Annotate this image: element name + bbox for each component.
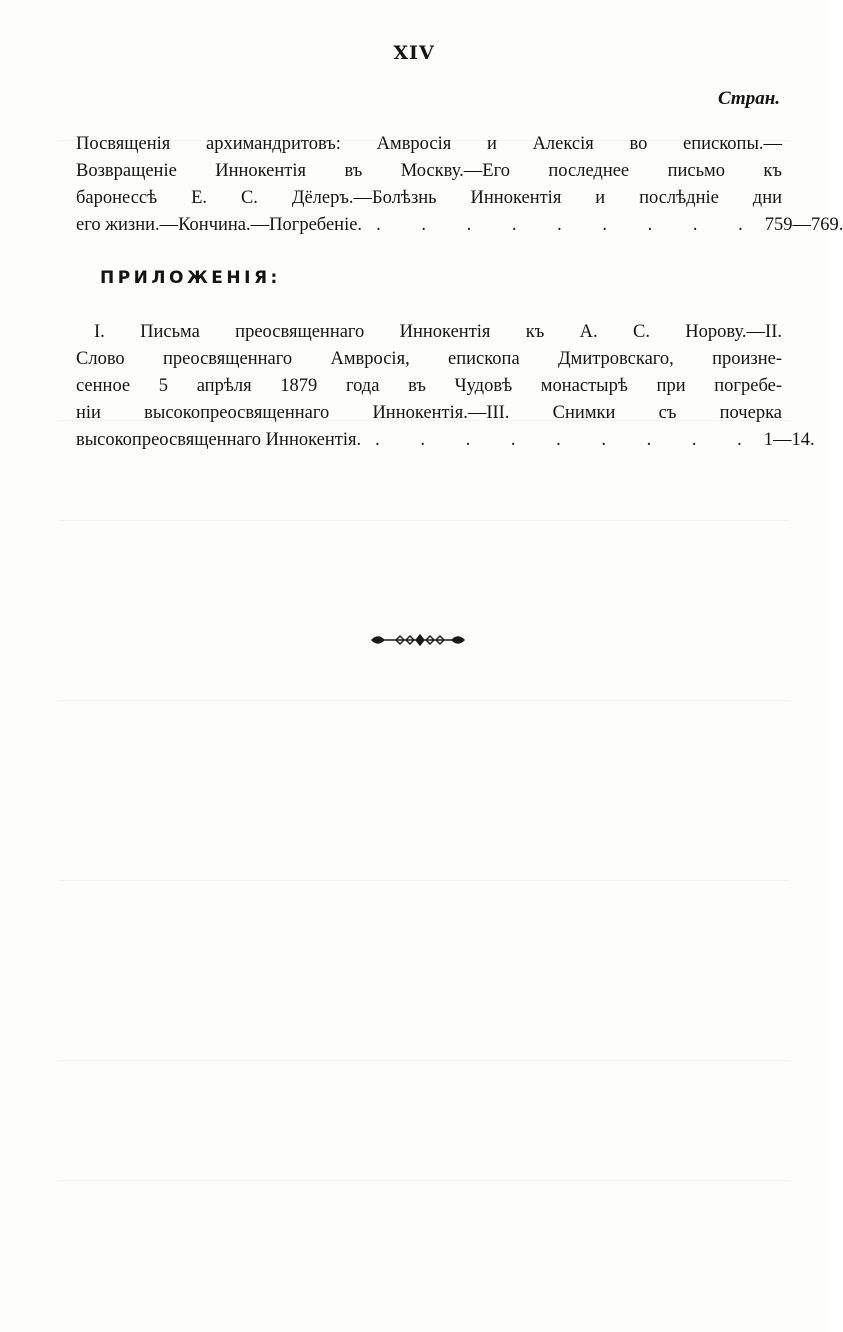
- page-number: XIV: [393, 42, 435, 64]
- page-range: 1—14.: [763, 430, 815, 450]
- toc-entry-text: его жизни.—Кончина.—Погребеніе.: [76, 215, 363, 235]
- toc-entry-text: высокопреосвященнаго Иннокентія.: [76, 430, 362, 450]
- dot-leader: . . . . . . . . .: [376, 215, 761, 235]
- toc-entry-line: Возвращеніе Иннокентія въ Москву.—Его последнее письмо къ: [76, 161, 782, 181]
- page-column-header: Стран.: [717, 88, 780, 109]
- decorative-rule-icon: [370, 630, 466, 650]
- appendix-heading: ПРИЛОЖЕНІЯ:: [100, 268, 281, 288]
- dot-leader: . . . . . . . . .: [375, 430, 760, 450]
- toc-entry-line: сенное 5 апрѣля 1879 года въ Чудовѣ монастырѣ при погребе-: [76, 376, 782, 396]
- toc-entry-line: ніи высокопреосвященнаго Иннокентія.—III. Снимки съ почерка: [76, 403, 782, 423]
- toc-entry-line: Слово преосвященнаго Амвросія, епископа Дмитровскаго, произне-: [76, 349, 782, 369]
- toc-entry-chapter-end: [76, 131, 843, 239]
- toc-entry-line: баронессѣ Е. С. Дёлеръ.—Болѣзнь Иннокентія и послѣдніе дни: [76, 188, 782, 208]
- toc-entry-last-line: [76, 427, 815, 454]
- toc-entry-last-line: [76, 212, 843, 239]
- toc-entry-appendix: [76, 319, 815, 454]
- toc-entry-line: I. Письма преосвященнаго Иннокентія къ А. С. Норову.—II.: [94, 322, 782, 342]
- page-range: 759—769.: [764, 215, 843, 235]
- toc-entry-line: Посвященія архимандритовъ: Амвросія и Алексія во епископы.—: [76, 134, 782, 154]
